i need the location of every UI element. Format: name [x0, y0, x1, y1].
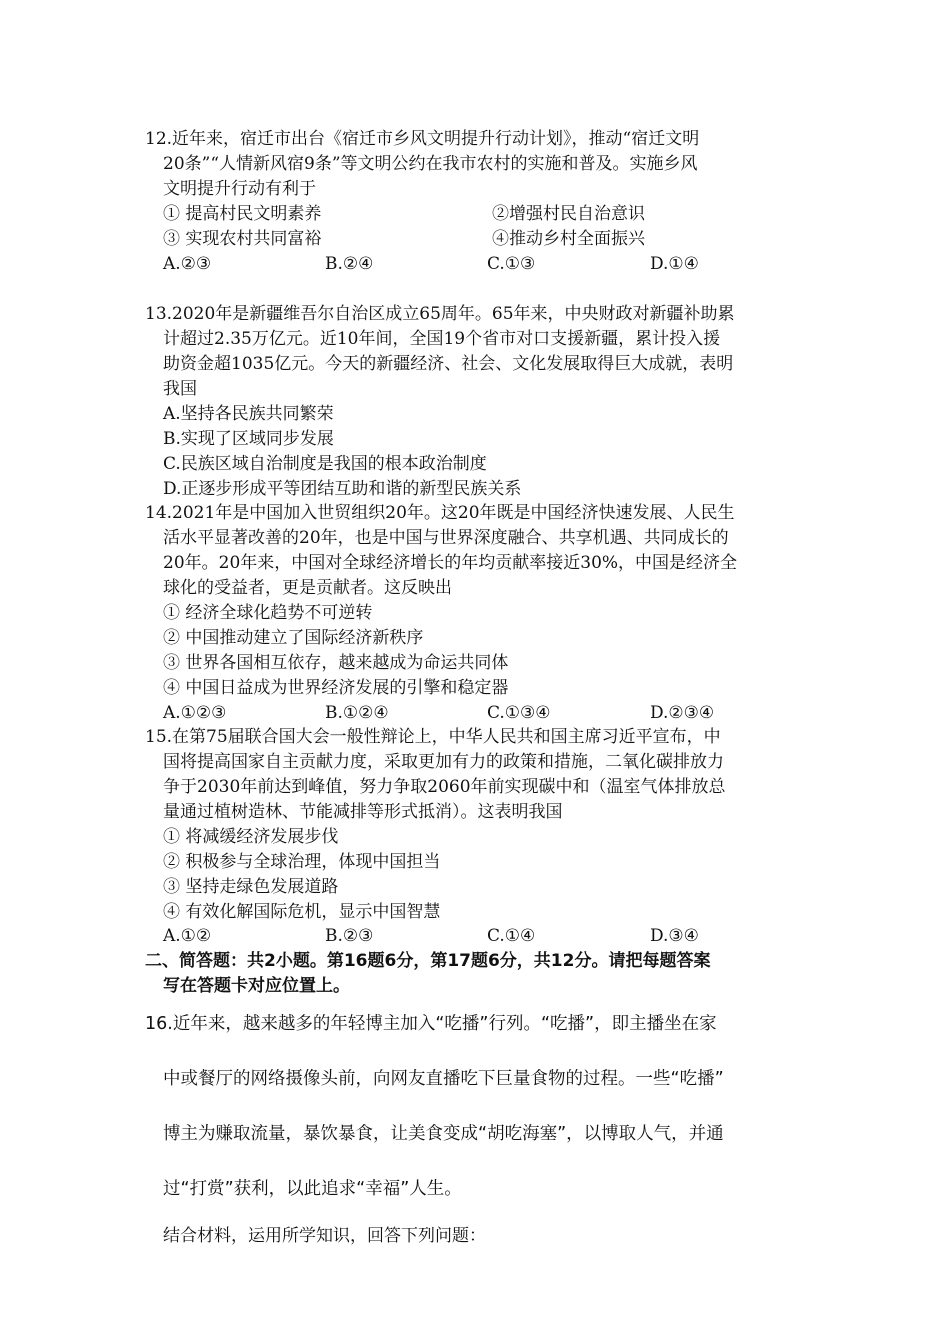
- q13-option-d: D.正逐步形成平等团结互助和谐的新型民族关系: [163, 479, 522, 499]
- q15-choice-d: D.③④: [650, 926, 699, 946]
- q15-stem-line-1: 15.在第75届联合国大会一般性辩论上，中华人民共和国主席习近平宣布，中: [145, 727, 721, 747]
- q12-choice-a: A.②③: [163, 254, 212, 274]
- q14-choice-b: B.①②④: [325, 703, 389, 723]
- q14-stem-line-4: 球化的受益者，更是贡献者。这反映出: [163, 578, 452, 598]
- q15-item-3: ③ 坚持走绿色发展道路: [163, 877, 339, 897]
- q14-item-1: ① 经济全球化趋势不可逆转: [163, 603, 373, 623]
- q12-option-3: ③ 实现农村共同富裕: [163, 229, 322, 249]
- q15-choice-b: B.②③: [325, 926, 374, 946]
- q14-choice-d: D.②③④: [650, 703, 715, 723]
- q13-stem-line-2: 计超过2.35万亿元。近10年间，全国19个省市对口支援新疆，累计投入援: [163, 329, 721, 349]
- q12-option-2: ②增强村民自治意识: [492, 204, 645, 224]
- section-2-heading: 二、简答题：共2小题。第16题6分，第17题6分，共12分。请把每题答案: [145, 951, 711, 971]
- q16-instruction: 结合材料，运用所学知识，回答下列问题：: [163, 1226, 486, 1246]
- section-2-heading-line-2: 写在答题卡对应位置上。: [163, 976, 350, 996]
- q15-item-4: ④ 有效化解国际危机，显示中国智慧: [163, 902, 441, 922]
- q15-stem-line-2: 国将提高国家自主贡献力度，采取更加有力的政策和措施，二氧化碳排放力: [163, 752, 724, 772]
- q16-material-line-3: 博主为赚取流量，暴饮暴食，让美食变成“胡吃海塞”，以博取人气，并通: [163, 1124, 724, 1144]
- q13-stem-line-1: 13.2020年是新疆维吾尔自治区成立65周年。65年来，中央财政对新疆补助累: [145, 304, 735, 324]
- q12-stem-line-2: 20条”“人情新风宿9条”等文明公约在我市农村的实施和普及。实施乡风: [163, 154, 698, 174]
- q13-stem-line-3: 助资金超1035亿元。今天的新疆经济、社会、文化发展取得巨大成就，表明: [163, 354, 734, 374]
- q13-stem-line-4: 我国: [163, 379, 197, 399]
- q16-material-line-2: 中或餐厅的网络摄像头前，向网友直播吃下巨量食物的过程。一些“吃播”: [163, 1069, 724, 1089]
- q13-option-b: B.实现了区域同步发展: [163, 429, 334, 449]
- q15-stem-line-3: 争于2030年前达到峰值，努力争取2060年前实现碳中和（温室气体排放总: [163, 777, 726, 797]
- q14-choice-a: A.①②③: [163, 703, 227, 723]
- q12-option-4: ④推动乡村全面振兴: [492, 229, 645, 249]
- q15-item-2: ② 积极参与全球治理，体现中国担当: [163, 852, 441, 872]
- q14-item-2: ② 中国推动建立了国际经济新秩序: [163, 628, 424, 648]
- q12-choice-b: B.②④: [325, 254, 374, 274]
- q12-option-1: ① 提高村民文明素养: [163, 204, 322, 224]
- q14-item-4: ④ 中国日益成为世界经济发展的引擎和稳定器: [163, 678, 509, 698]
- q15-choice-c: C.①④: [487, 926, 536, 946]
- q13-option-c: C.民族区域自治制度是我国的根本政治制度: [163, 454, 487, 474]
- q14-stem-line-2: 活水平显著改善的20年，也是中国与世界深度融合、共享机遇、共同成长的: [163, 528, 729, 548]
- q15-item-1: ① 将减缓经济发展步伐: [163, 827, 339, 847]
- q14-stem-line-3: 20年。20年来，中国对全球经济增长的年均贡献率接近30%，中国是经济全: [163, 553, 738, 573]
- q12-choice-c: C.①③: [487, 254, 536, 274]
- q12-stem-line-1: 12.近年来，宿迁市出台《宿迁市乡风文明提升行动计划》，推动“宿迁文明: [145, 129, 700, 149]
- q13-option-a: A.坚持各民族共同繁荣: [163, 404, 334, 424]
- q16-material-line-4: 过“打赏”获利，以此追求“幸福”人生。: [163, 1179, 462, 1199]
- q12-stem-line-3: 文明提升行动有利于: [163, 179, 316, 199]
- q12-choice-d: D.①④: [650, 254, 699, 274]
- q14-item-3: ③ 世界各国相互依存，越来越成为命运共同体: [163, 653, 509, 673]
- q15-choice-a: A.①②: [163, 926, 212, 946]
- q15-stem-line-4: 量通过植树造林、节能减排等形式抵消）。这表明我国: [163, 802, 563, 822]
- q14-stem-line-1: 14.2021年是中国加入世贸组织20年。这20年既是中国经济快速发展、人民生: [145, 503, 735, 523]
- q14-choice-c: C.①③④: [487, 703, 551, 723]
- q16-material-line-1: 16.近年来，越来越多的年轻博主加入“吃播”行列。“吃播”，即主播坐在家: [145, 1014, 717, 1034]
